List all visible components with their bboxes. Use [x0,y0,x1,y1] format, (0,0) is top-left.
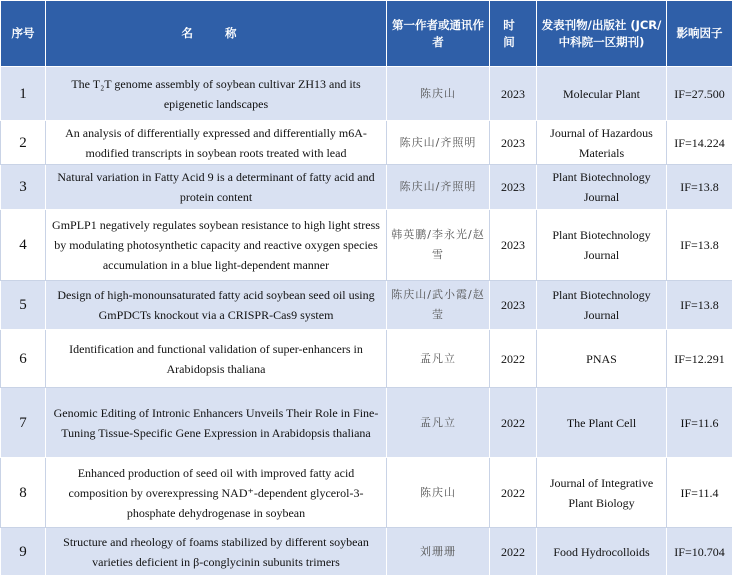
header-name: 名 称 [46,1,387,67]
paper-title: Natural variation in Fatty Acid 9 is a determinant of fatty acid and protein content [46,165,387,210]
header-impact: 影响因子 [667,1,732,67]
header-author: 第一作者或通讯作者 [387,1,490,67]
paper-title: An analysis of differentially expressed and differentially m6A-modified transcripts in soybean roots treated with lead [46,121,387,165]
paper-author: 陈庆山 [387,458,490,528]
row-number: 7 [1,388,46,458]
header-time: 时 间 [490,1,537,67]
paper-journal: Food Hydrocolloids [537,528,667,576]
header-row [1,1,732,67]
paper-year: 2023 [490,210,537,281]
header-journal: 发表刊物/出版社 (JCR/中科院一区期刊) [537,1,667,67]
row-number: 6 [1,330,46,388]
table-row [1,458,732,528]
paper-author: 刘珊珊 [387,528,490,576]
paper-journal: Plant Biotechnology Journal [537,281,667,330]
paper-journal: Journal of Integrative Plant Biology [537,458,667,528]
paper-journal: The Plant Cell [537,388,667,458]
row-number: 2 [1,121,46,165]
paper-journal: Plant Biotechnology Journal [537,210,667,281]
table-row [1,528,732,576]
paper-author: 陈庆山/齐照明 [387,121,490,165]
table-row [1,210,732,281]
paper-title: GmPLP1 negatively regulates soybean resistance to high light stress by modulating photosynthetic capacity and reactive oxygen species accumulation in a blue light-dependent manner [46,210,387,281]
paper-title: Enhanced production of seed oil with improved fatty acid composition by overexpressing NAD⁺-dependent glycerol-3-phosphate dehydrogenase in soybean [46,458,387,528]
paper-impact: IF=12.291 [667,330,732,388]
paper-year: 2022 [490,388,537,458]
row-number: 3 [1,165,46,210]
paper-title: Structure and rheology of foams stabilized by different soybean varieties deficient in β-conglycinin subunits trimers [46,528,387,576]
paper-impact: IF=11.6 [667,388,732,458]
paper-year: 2022 [490,528,537,576]
table-row [1,281,732,330]
paper-impact: IF=13.8 [667,281,732,330]
paper-journal: Plant Biotechnology Journal [537,165,667,210]
paper-impact: IF=13.8 [667,210,732,281]
row-number: 9 [1,528,46,576]
paper-year: 2023 [490,121,537,165]
table-row [1,165,732,210]
paper-author: 韩英鹏/李永光/赵雪 [387,210,490,281]
paper-impact: IF=14.224 [667,121,732,165]
paper-impact: IF=27.500 [667,67,732,121]
paper-author: 孟凡立 [387,330,490,388]
row-number: 8 [1,458,46,528]
paper-journal: Molecular Plant [537,67,667,121]
row-number: 5 [1,281,46,330]
paper-impact: IF=11.4 [667,458,732,528]
paper-title: Identification and functional validation of super-enhancers in Arabidopsis thaliana [46,330,387,388]
paper-year: 2023 [490,281,537,330]
table-row [1,121,732,165]
paper-author: 陈庆山/武小霞/赵莹 [387,281,490,330]
paper-impact: IF=13.8 [667,165,732,210]
paper-year: 2023 [490,165,537,210]
paper-title: Genomic Editing of Intronic Enhancers Unveils Their Role in Fine-Tuning Tissue-Specific Gene Expression in Arabidopsis thaliana [46,388,387,458]
paper-impact: IF=10.704 [667,528,732,576]
paper-author: 孟凡立 [387,388,490,458]
header-no: 序号 [1,1,46,67]
table-row [1,388,732,458]
table-row [1,67,732,121]
paper-title: Design of high-monounsaturated fatty acid soybean seed oil using GmPDCTs knockout via a CRISPR-Cas9 system [46,281,387,330]
paper-year: 2022 [490,458,537,528]
row-number: 1 [1,67,46,121]
paper-year: 2023 [490,67,537,121]
paper-author: 陈庆山 [387,67,490,121]
paper-year: 2022 [490,330,537,388]
paper-author: 陈庆山/齐照明 [387,165,490,210]
paper-journal: PNAS [537,330,667,388]
table-row [1,330,732,388]
paper-journal: Journal of Hazardous Materials [537,121,667,165]
paper-title: The T₂T genome assembly of soybean cultivar ZH13 and its epigenetic landscapes [46,67,387,121]
row-number: 4 [1,210,46,281]
